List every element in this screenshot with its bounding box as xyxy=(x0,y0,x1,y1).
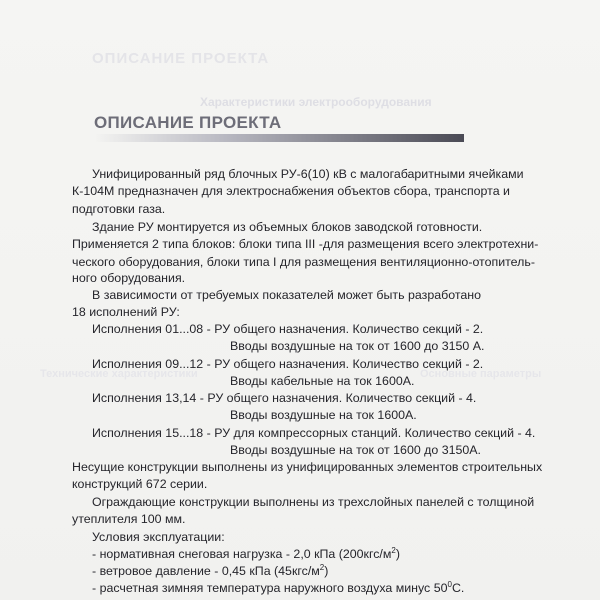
variant-line: Вводы кабельные на ток 1600А. xyxy=(230,374,415,388)
bleedthrough-text: Характеристики электрооборудования xyxy=(200,95,432,109)
condition-line: - нормативная снеговая нагрузка - 2,0 кПа $(200кгс/м^2)$ xyxy=(92,545,400,561)
section-title: ОПИСАНИЕ ПРОЕКТА xyxy=(94,113,282,132)
variant-line: Исполнения 01...08 - РУ общего назначения. Количество секций - 2. xyxy=(92,322,484,336)
variant-line: Исполнения 09...12 - РУ общего назначения. Количество секций - 2. xyxy=(92,357,484,371)
conditions-title: Условия эксплуатации: xyxy=(92,530,225,544)
variant-line: Вводы воздушные на ток от 1600 до 3150А. xyxy=(230,443,482,457)
text-line: Несущие конструкции выполнены из унифицированных элементов строительных xyxy=(72,460,543,474)
text-line: ческого оборудования, блоки типа I для размещения вентиляционно-отопитель- xyxy=(72,255,535,269)
text-line: Здание РУ монтируется из объемных блоков заводской готовности. xyxy=(92,220,483,234)
text-line: утеплителя 100 мм. xyxy=(72,512,186,526)
condition-line: - расчетная зимняя температура наружного воздуха минус $50^0С$. xyxy=(92,579,465,595)
text-line: ного оборудования. xyxy=(72,271,186,285)
condition-line: - ветровое давление - 0,45 кПа $(45кгс/м^2)$ xyxy=(92,562,329,578)
text-line: Применяется 2 типа блоков: блоки типа III -для размещения всего электротехни- xyxy=(72,237,539,251)
text-line: конструкций 672 серии. xyxy=(72,477,208,491)
bleedthrough-text: Технические характеристики xyxy=(40,368,198,380)
variant-line: Исполнения 15...18 - РУ для компрессорных станций. Количество секций - 4. xyxy=(92,426,536,440)
text-line: К-104М предназначен для электроснабжения объектов сбора, транспорта и xyxy=(72,184,510,198)
text-line: подготовки газа. xyxy=(72,202,166,216)
text-line: Унифицированный ряд блочных РУ-6(10) кВ с малогабаритными ячейками xyxy=(92,167,524,181)
variant-line: Вводы воздушные на ток от 1600 до 3150 А. xyxy=(230,339,485,353)
text-line: Ограждающие конструкции выполнены из трехслойных панелей с толщиной xyxy=(92,495,535,509)
bleedthrough-text: Основные параметры xyxy=(420,368,542,380)
variant-line: Исполнения 13,14 - РУ общего назначения. Количество секций - 4. xyxy=(92,391,477,405)
text-line: 18 исполнений РУ: xyxy=(72,305,180,319)
text-line: В зависимости от требуемых показателей может быть разработано xyxy=(92,288,481,302)
variant-line: Вводы воздушные на ток 1600А. xyxy=(230,408,417,422)
bleedthrough-text: ОПИСАНИЕ ПРОЕКТА xyxy=(92,50,270,67)
